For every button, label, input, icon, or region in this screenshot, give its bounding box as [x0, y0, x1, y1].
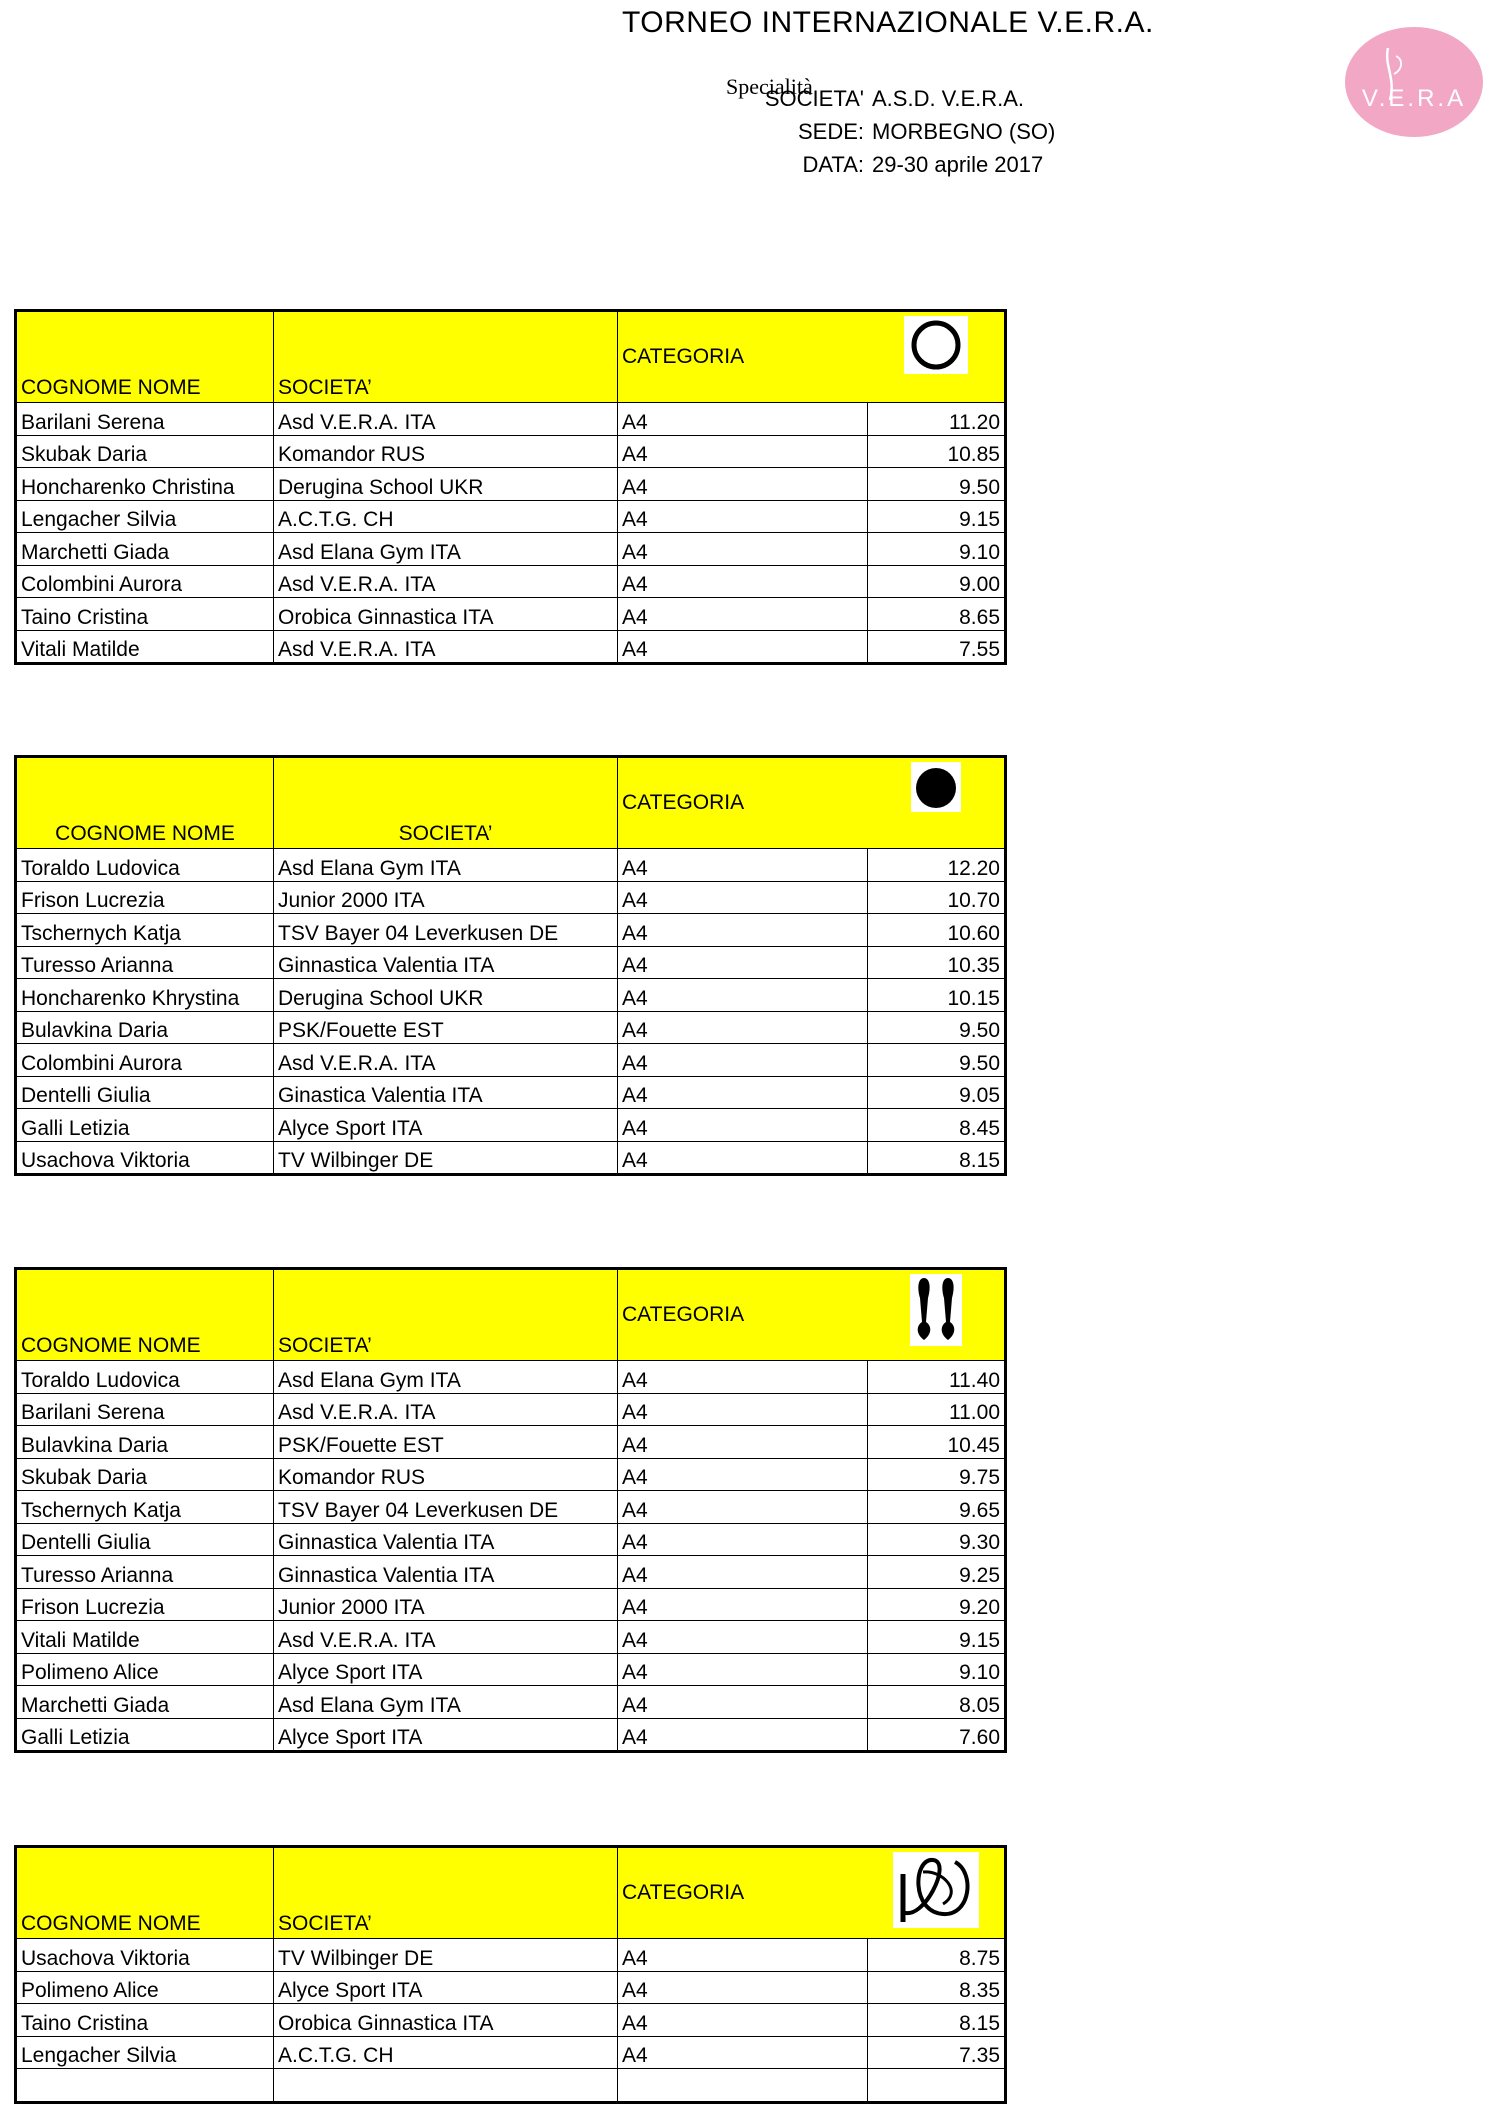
- athlete-score: 7.35: [868, 2036, 1006, 2069]
- page-title: TORNEO INTERNAZIONALE V.E.R.A.: [622, 6, 1154, 39]
- athlete-score: 11.00: [868, 1393, 1006, 1426]
- athlete-score: 9.05: [868, 1076, 1006, 1109]
- table-row: [16, 1971, 1006, 2004]
- table-row: [16, 2004, 1006, 2037]
- header-cognome-nome: COGNOME NOME: [16, 1269, 274, 1361]
- table-header-row: [16, 311, 1006, 403]
- athlete-name: Toraldo Ludovica: [16, 849, 274, 882]
- header-societa: SOCIETA’: [274, 1847, 618, 1939]
- athlete-club: TV Wilbinger DE: [274, 1141, 618, 1175]
- sede-row: [700, 115, 1055, 148]
- athlete-score: 9.30: [868, 1523, 1006, 1556]
- athlete-club: TV Wilbinger DE: [274, 1939, 618, 1972]
- table-row: [16, 1109, 1006, 1142]
- athlete-name: Frison Lucrezia: [16, 1588, 274, 1621]
- athlete-category: A4: [618, 533, 868, 566]
- table-row: [16, 533, 1006, 566]
- clubs-icon: [868, 1269, 1006, 1361]
- table-header-row: [16, 1847, 1006, 1939]
- athlete-score: 11.40: [868, 1361, 1006, 1394]
- table-row: [16, 1523, 1006, 1556]
- athlete-category: A4: [618, 1011, 868, 1044]
- athlete-club: Asd V.E.R.A. ITA: [274, 1621, 618, 1654]
- athlete-score: 10.45: [868, 1426, 1006, 1459]
- athlete-category: A4: [618, 630, 868, 664]
- table-row: [16, 1621, 1006, 1654]
- athlete-name: Bulavkina Daria: [16, 1426, 274, 1459]
- athlete-name: [16, 2069, 274, 2103]
- athlete-score: 9.65: [868, 1491, 1006, 1524]
- header-societa: SOCIETA’: [274, 311, 618, 403]
- table-row: [16, 979, 1006, 1012]
- table-row: [16, 1361, 1006, 1394]
- table-row: [16, 881, 1006, 914]
- table-header-row: [16, 1269, 1006, 1361]
- athlete-name: Honcharenko Christina: [16, 468, 274, 501]
- athlete-name: Galli Letizia: [16, 1718, 274, 1752]
- athlete-category: A4: [618, 1718, 868, 1752]
- athlete-category: A4: [618, 2004, 868, 2037]
- ribbon-results-table: [14, 1845, 1007, 2104]
- table-row: [16, 1044, 1006, 1077]
- table-row: [16, 435, 1006, 468]
- athlete-score: 9.10: [868, 533, 1006, 566]
- table-row: [16, 500, 1006, 533]
- table-row: [16, 1556, 1006, 1589]
- table-row: [16, 1011, 1006, 1044]
- table-row: [16, 1076, 1006, 1109]
- table-row: [16, 468, 1006, 501]
- athlete-club: Asd V.E.R.A. ITA: [274, 565, 618, 598]
- table-row: [16, 1426, 1006, 1459]
- athlete-score: 11.20: [868, 403, 1006, 436]
- athlete-name: Vitali Matilde: [16, 630, 274, 664]
- athlete-club: Asd V.E.R.A. ITA: [274, 1044, 618, 1077]
- athlete-name: Usachova Viktoria: [16, 1939, 274, 1972]
- athlete-score: 9.20: [868, 1588, 1006, 1621]
- athlete-score: 8.15: [868, 2004, 1006, 2037]
- athlete-score: 10.35: [868, 946, 1006, 979]
- athlete-name: Skubak Daria: [16, 435, 274, 468]
- ribbon-icon: [868, 1847, 1006, 1939]
- athlete-category: A4: [618, 468, 868, 501]
- athlete-name: Marchetti Giada: [16, 533, 274, 566]
- athlete-club: Alyce Sport ITA: [274, 1653, 618, 1686]
- ball-results-table: [14, 755, 1007, 1176]
- table-row: [16, 1393, 1006, 1426]
- athlete-score: 9.00: [868, 565, 1006, 598]
- header-categoria: CATEGORIA: [618, 1847, 868, 1939]
- athlete-score: 7.60: [868, 1718, 1006, 1752]
- athlete-category: A4: [618, 403, 868, 436]
- data-value: 29-30 aprile 2017: [872, 152, 1044, 177]
- athlete-category: A4: [618, 849, 868, 882]
- athlete-category: A4: [618, 1109, 868, 1142]
- athlete-club: Asd V.E.R.A. ITA: [274, 1393, 618, 1426]
- athlete-category: A4: [618, 1523, 868, 1556]
- athlete-club: Komandor RUS: [274, 1458, 618, 1491]
- athlete-score: [868, 2069, 1006, 2103]
- ribbon-icon: [893, 1852, 979, 1934]
- athlete-category: A4: [618, 1621, 868, 1654]
- athlete-club: Alyce Sport ITA: [274, 1971, 618, 2004]
- athlete-name: Lengacher Silvia: [16, 2036, 274, 2069]
- athlete-name: Skubak Daria: [16, 1458, 274, 1491]
- table-row: [16, 630, 1006, 664]
- athlete-name: Lengacher Silvia: [16, 500, 274, 533]
- clubs-icon: [910, 1274, 962, 1352]
- athlete-category: A4: [618, 1076, 868, 1109]
- athlete-name: Colombini Aurora: [16, 1044, 274, 1077]
- athlete-club: Junior 2000 ITA: [274, 1588, 618, 1621]
- table-row: [16, 1588, 1006, 1621]
- athlete-name: Polimeno Alice: [16, 1653, 274, 1686]
- table-row: [16, 1491, 1006, 1524]
- ball-icon: [868, 757, 1006, 849]
- athlete-category: A4: [618, 435, 868, 468]
- athlete-score: 9.50: [868, 1011, 1006, 1044]
- hoop-results-table: [14, 309, 1007, 665]
- header-categoria: CATEGORIA: [618, 757, 868, 849]
- data-label: DATA:: [802, 152, 864, 177]
- specialita-label: Specialità: [726, 74, 813, 99]
- table-row: [16, 1141, 1006, 1175]
- table-header-row: [16, 757, 1006, 849]
- societa-value: A.S.D. V.E.R.A.: [872, 86, 1025, 111]
- athlete-club: [274, 2069, 618, 2103]
- athlete-category: A4: [618, 1653, 868, 1686]
- athlete-club: Komandor RUS: [274, 435, 618, 468]
- athlete-club: Derugina School UKR: [274, 979, 618, 1012]
- table-row: [16, 1686, 1006, 1719]
- athlete-name: Toraldo Ludovica: [16, 1361, 274, 1394]
- athlete-category: A4: [618, 1971, 868, 2004]
- athlete-category: A4: [618, 1939, 868, 1972]
- athlete-category: A4: [618, 565, 868, 598]
- athlete-club: Ginnastica Valentia ITA: [274, 1523, 618, 1556]
- athlete-category: A4: [618, 1393, 868, 1426]
- athlete-name: Barilani Serena: [16, 403, 274, 436]
- athlete-club: Orobica Ginnastica ITA: [274, 598, 618, 631]
- ball-icon: [911, 762, 961, 818]
- athlete-club: TSV Bayer 04 Leverkusen DE: [274, 914, 618, 947]
- header-societa: SOCIETA’: [274, 1269, 618, 1361]
- athlete-category: A4: [618, 1686, 868, 1719]
- athlete-club: Asd V.E.R.A. ITA: [274, 403, 618, 436]
- athlete-club: Derugina School UKR: [274, 468, 618, 501]
- header-societa: SOCIETA’: [274, 757, 618, 849]
- athlete-score: 10.70: [868, 881, 1006, 914]
- table-row: [16, 598, 1006, 631]
- athlete-name: Galli Letizia: [16, 1109, 274, 1142]
- table-row: [16, 1939, 1006, 1972]
- athlete-club: Ginnastica Valentia ITA: [274, 1556, 618, 1589]
- athlete-name: Tschernych Katja: [16, 914, 274, 947]
- athlete-club: Alyce Sport ITA: [274, 1718, 618, 1752]
- athlete-score: 8.45: [868, 1109, 1006, 1142]
- athlete-club: Asd Elana Gym ITA: [274, 1686, 618, 1719]
- hoop-icon: [868, 311, 1006, 403]
- athlete-score: 8.15: [868, 1141, 1006, 1175]
- societa-row: [700, 82, 1055, 115]
- athlete-club: Asd V.E.R.A. ITA: [274, 630, 618, 664]
- athlete-category: A4: [618, 1426, 868, 1459]
- athlete-name: Vitali Matilde: [16, 1621, 274, 1654]
- athlete-name: Usachova Viktoria: [16, 1141, 274, 1175]
- athlete-category: A4: [618, 914, 868, 947]
- athlete-name: Taino Cristina: [16, 2004, 274, 2037]
- data-row: [700, 148, 1055, 181]
- table-row: [16, 1718, 1006, 1752]
- athlete-name: Bulavkina Daria: [16, 1011, 274, 1044]
- sede-value: MORBEGNO (SO): [872, 119, 1056, 144]
- societa-label: SOCIETA': [764, 86, 864, 111]
- athlete-club: Asd Elana Gym ITA: [274, 849, 618, 882]
- athlete-category: [618, 2069, 868, 2103]
- athlete-club: A.C.T.G. CH: [274, 2036, 618, 2069]
- athlete-score: 9.50: [868, 1044, 1006, 1077]
- athlete-name: Honcharenko Khrystina: [16, 979, 274, 1012]
- athlete-score: 8.35: [868, 1971, 1006, 2004]
- athlete-category: A4: [618, 881, 868, 914]
- athlete-category: A4: [618, 2036, 868, 2069]
- table-row: [16, 2069, 1006, 2103]
- athlete-category: A4: [618, 1141, 868, 1175]
- athlete-score: 10.15: [868, 979, 1006, 1012]
- athlete-club: Alyce Sport ITA: [274, 1109, 618, 1142]
- athlete-club: Asd Elana Gym ITA: [274, 533, 618, 566]
- athlete-name: Frison Lucrezia: [16, 881, 274, 914]
- header-cognome-nome: COGNOME NOME: [16, 311, 274, 403]
- athlete-name: Tschernych Katja: [16, 1491, 274, 1524]
- header-categoria: CATEGORIA: [618, 311, 868, 403]
- event-info: [700, 82, 1055, 181]
- header-cognome-nome: COGNOME NOME: [16, 1847, 274, 1939]
- athlete-name: Barilani Serena: [16, 1393, 274, 1426]
- athlete-name: Taino Cristina: [16, 598, 274, 631]
- athlete-category: A4: [618, 1556, 868, 1589]
- athlete-club: Orobica Ginnastica ITA: [274, 2004, 618, 2037]
- athlete-score: 9.50: [868, 468, 1006, 501]
- logo-text: V.E.R.A: [1361, 85, 1467, 112]
- table-row: [16, 849, 1006, 882]
- header-cognome-nome: COGNOME NOME: [16, 757, 274, 849]
- table-row: [16, 914, 1006, 947]
- athlete-club: A.C.T.G. CH: [274, 500, 618, 533]
- athlete-name: Turesso Arianna: [16, 1556, 274, 1589]
- sede-label: SEDE:: [797, 119, 864, 144]
- athlete-score: 8.75: [868, 1939, 1006, 1972]
- athlete-score: 9.25: [868, 1556, 1006, 1589]
- table-row: [16, 1458, 1006, 1491]
- athlete-category: A4: [618, 1044, 868, 1077]
- athlete-score: 10.85: [868, 435, 1006, 468]
- athlete-category: A4: [618, 500, 868, 533]
- athlete-category: A4: [618, 946, 868, 979]
- athlete-name: Turesso Arianna: [16, 946, 274, 979]
- athlete-score: 9.15: [868, 500, 1006, 533]
- athlete-club: Ginastica Valentia ITA: [274, 1076, 618, 1109]
- athlete-name: Dentelli Giulia: [16, 1076, 274, 1109]
- athlete-club: Ginnastica Valentia ITA: [274, 946, 618, 979]
- clubs-results-table: [14, 1267, 1007, 1753]
- athlete-club: Junior 2000 ITA: [274, 881, 618, 914]
- athlete-score: 9.15: [868, 1621, 1006, 1654]
- athlete-category: A4: [618, 1458, 868, 1491]
- athlete-category: A4: [618, 979, 868, 1012]
- header-categoria: CATEGORIA: [618, 1269, 868, 1361]
- table-row: [16, 565, 1006, 598]
- athlete-category: A4: [618, 1588, 868, 1621]
- athlete-score: 9.75: [868, 1458, 1006, 1491]
- athlete-club: TSV Bayer 04 Leverkusen DE: [274, 1491, 618, 1524]
- athlete-name: Colombini Aurora: [16, 565, 274, 598]
- athlete-score: 10.60: [868, 914, 1006, 947]
- table-row: [16, 403, 1006, 436]
- athlete-score: 12.20: [868, 849, 1006, 882]
- athlete-score: 7.55: [868, 630, 1006, 664]
- athlete-score: 8.65: [868, 598, 1006, 631]
- athlete-name: Dentelli Giulia: [16, 1523, 274, 1556]
- athlete-name: Marchetti Giada: [16, 1686, 274, 1719]
- table-row: [16, 2036, 1006, 2069]
- athlete-score: 8.05: [868, 1686, 1006, 1719]
- table-row: [16, 1653, 1006, 1686]
- athlete-club: Asd Elana Gym ITA: [274, 1361, 618, 1394]
- athlete-score: 9.10: [868, 1653, 1006, 1686]
- athlete-category: A4: [618, 598, 868, 631]
- table-row: [16, 946, 1006, 979]
- athlete-club: PSK/Fouette EST: [274, 1426, 618, 1459]
- hoop-icon: [904, 316, 968, 380]
- athlete-category: A4: [618, 1491, 868, 1524]
- athlete-category: A4: [618, 1361, 868, 1394]
- athlete-name: Polimeno Alice: [16, 1971, 274, 2004]
- athlete-club: PSK/Fouette EST: [274, 1011, 618, 1044]
- vera-logo: [1344, 26, 1484, 138]
